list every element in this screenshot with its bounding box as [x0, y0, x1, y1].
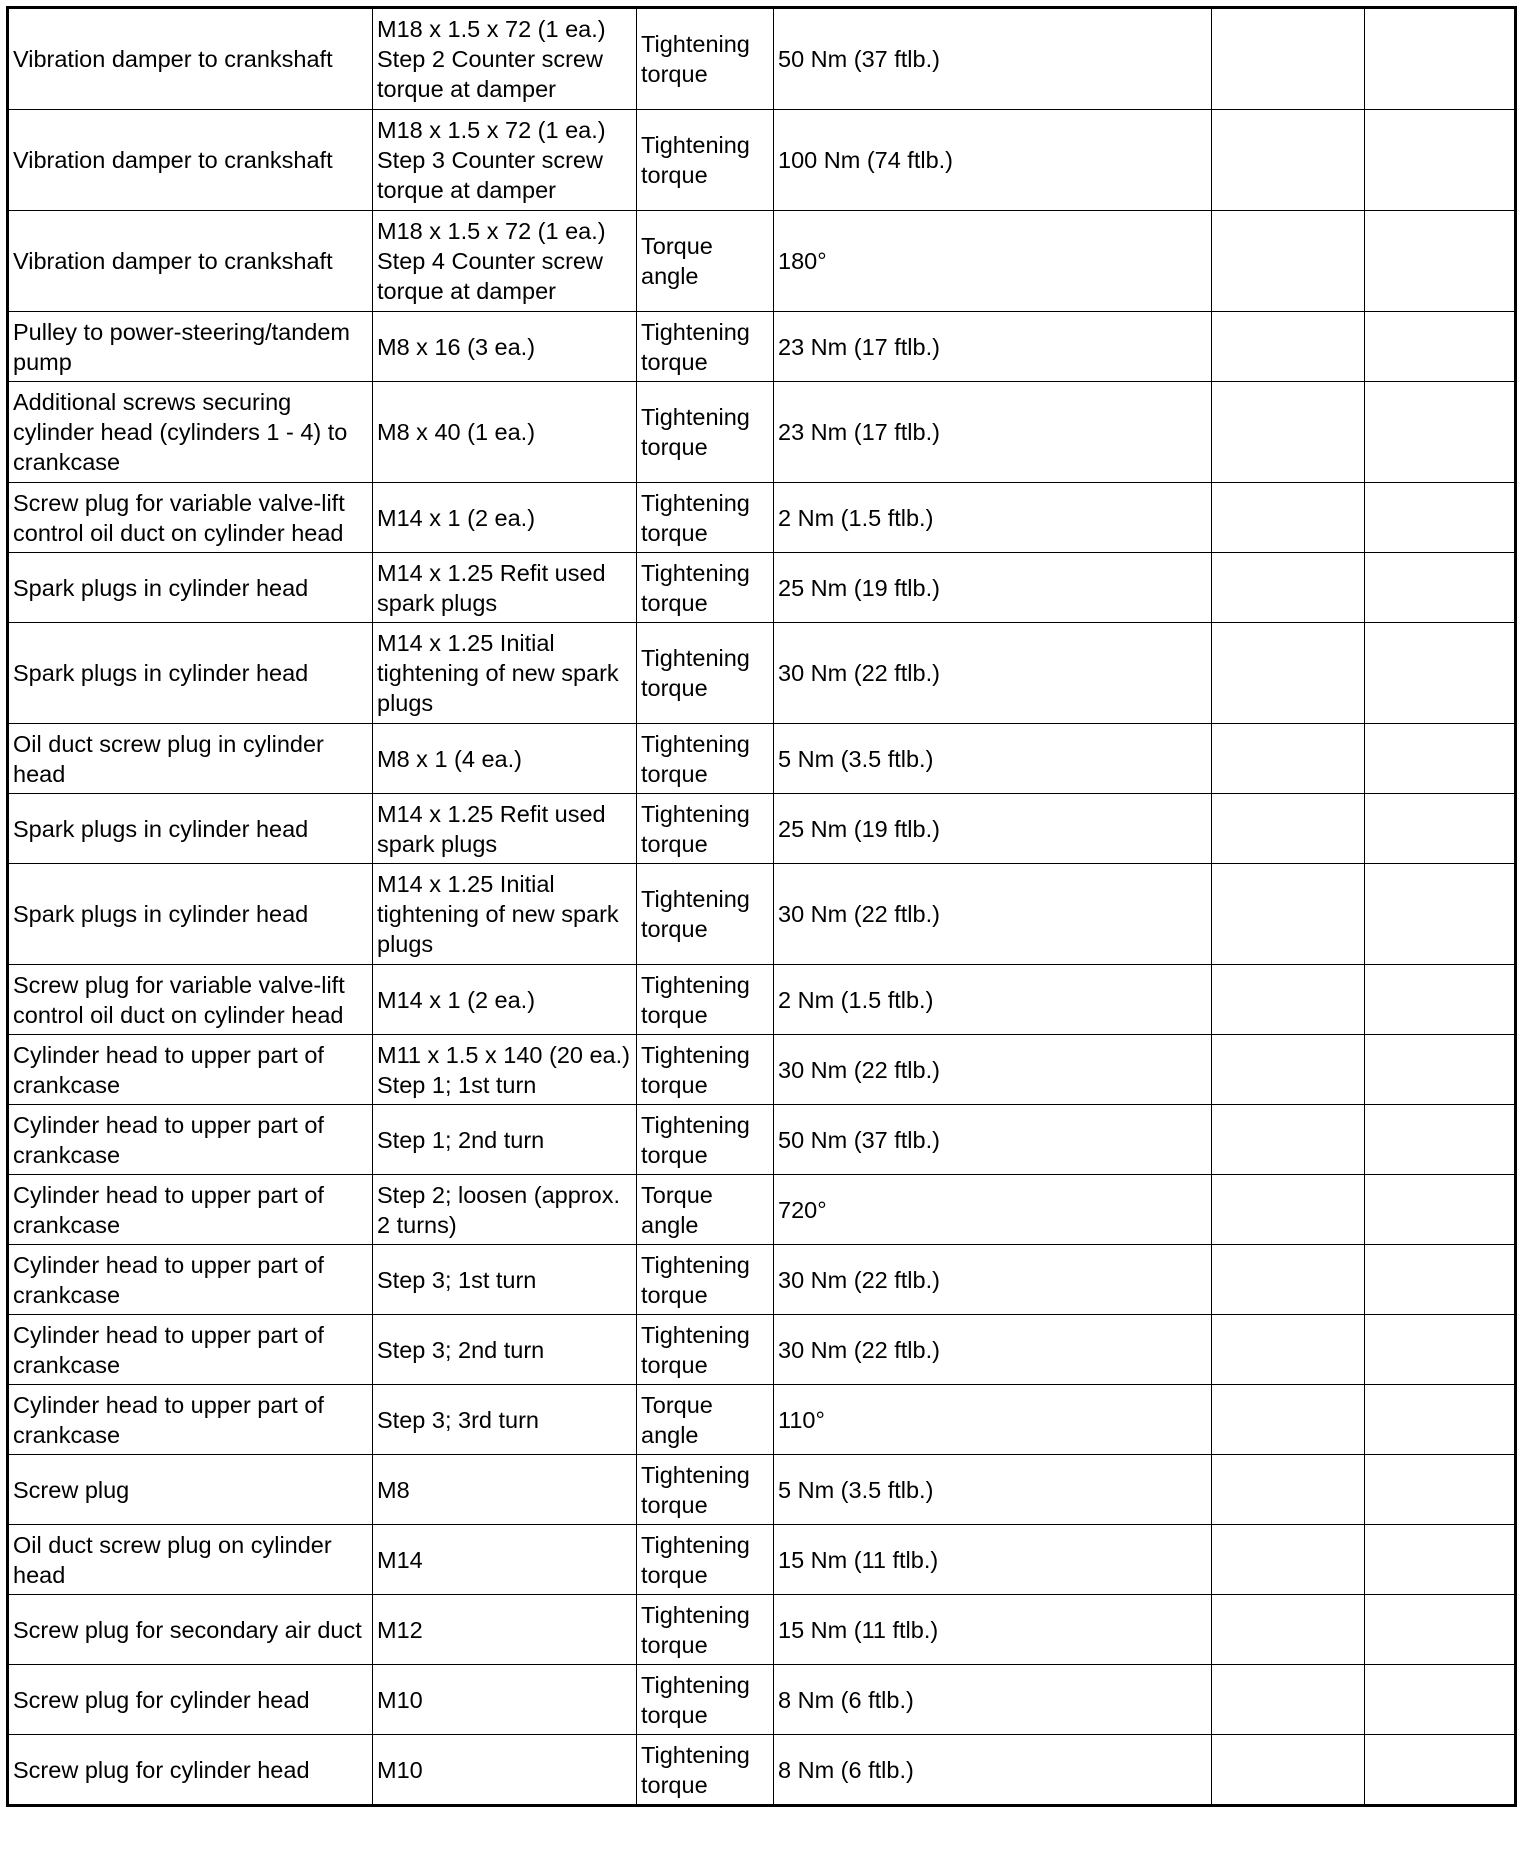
torque-value-cell: 30 Nm (22 ftlb.): [774, 1245, 1212, 1315]
blank-cell: [1365, 1385, 1516, 1455]
component-cell: Vibration damper to crankshaft: [8, 8, 373, 110]
component-cell: Spark plugs in cylinder head: [8, 553, 373, 623]
component-cell: Screw plug for secondary air duct: [8, 1595, 373, 1665]
torque-type-cell: Tightening torque: [637, 1665, 774, 1735]
torque-value-cell: 2 Nm (1.5 ftlb.): [774, 965, 1212, 1035]
torque-type-cell: Tightening torque: [637, 483, 774, 553]
torque-value-cell: 8 Nm (6 ftlb.): [774, 1735, 1212, 1806]
torque-type-cell: Torque angle: [637, 1385, 774, 1455]
blank-cell: [1365, 1175, 1516, 1245]
torque-type-cell: Tightening torque: [637, 623, 774, 724]
blank-cell: [1365, 1455, 1516, 1525]
torque-type-cell: Tightening torque: [637, 312, 774, 382]
table-row: [8, 623, 1516, 724]
torque-value-cell: 50 Nm (37 ftlb.): [774, 1105, 1212, 1175]
torque-value-cell: 23 Nm (17 ftlb.): [774, 382, 1212, 483]
blank-cell: [1365, 8, 1516, 110]
torque-type-cell: Torque angle: [637, 211, 774, 312]
table-row: [8, 8, 1516, 110]
blank-cell: [1365, 483, 1516, 553]
blank-cell: [1212, 794, 1365, 864]
torque-value-cell: 30 Nm (22 ftlb.): [774, 1035, 1212, 1105]
fastener-spec-cell: M18 x 1.5 x 72 (1 ea.) Step 4 Counter screw torque at damper: [373, 211, 637, 312]
blank-cell: [1365, 382, 1516, 483]
torque-type-cell: Tightening torque: [637, 1245, 774, 1315]
table-row: [8, 483, 1516, 553]
component-cell: Screw plug: [8, 1455, 373, 1525]
blank-cell: [1212, 724, 1365, 794]
blank-cell: [1212, 1525, 1365, 1595]
torque-type-cell: Tightening torque: [637, 724, 774, 794]
torque-value-cell: 30 Nm (22 ftlb.): [774, 623, 1212, 724]
fastener-spec-cell: M11 x 1.5 x 140 (20 ea.) Step 1; 1st turn: [373, 1035, 637, 1105]
torque-spec-table-body: [8, 8, 1516, 1806]
fastener-spec-cell: Step 3; 3rd turn: [373, 1385, 637, 1455]
torque-type-cell: Tightening torque: [637, 1455, 774, 1525]
blank-cell: [1212, 312, 1365, 382]
blank-cell: [1365, 1525, 1516, 1595]
torque-type-cell: Tightening torque: [637, 1315, 774, 1385]
torque-value-cell: 180°: [774, 211, 1212, 312]
blank-cell: [1365, 965, 1516, 1035]
blank-cell: [1212, 553, 1365, 623]
table-row: [8, 312, 1516, 382]
blank-cell: [1365, 553, 1516, 623]
blank-cell: [1212, 1245, 1365, 1315]
torque-value-cell: 100 Nm (74 ftlb.): [774, 110, 1212, 211]
fastener-spec-cell: M18 x 1.5 x 72 (1 ea.) Step 3 Counter screw torque at damper: [373, 110, 637, 211]
blank-cell: [1212, 1595, 1365, 1665]
blank-cell: [1365, 312, 1516, 382]
torque-type-cell: Tightening torque: [637, 965, 774, 1035]
torque-spec-table: [6, 6, 1517, 1807]
blank-cell: [1365, 1735, 1516, 1806]
fastener-spec-cell: M14 x 1 (2 ea.): [373, 483, 637, 553]
component-cell: Spark plugs in cylinder head: [8, 864, 373, 965]
fastener-spec-cell: M14 x 1.25 Refit used spark plugs: [373, 553, 637, 623]
component-cell: Additional screws securing cylinder head (cylinders 1 - 4) to crankcase: [8, 382, 373, 483]
table-row: [8, 1035, 1516, 1105]
fastener-spec-cell: M10: [373, 1735, 637, 1806]
torque-value-cell: 8 Nm (6 ftlb.): [774, 1665, 1212, 1735]
table-row: [8, 1105, 1516, 1175]
fastener-spec-cell: Step 1; 2nd turn: [373, 1105, 637, 1175]
torque-value-cell: 2 Nm (1.5 ftlb.): [774, 483, 1212, 553]
table-row: [8, 382, 1516, 483]
component-cell: Screw plug for variable valve-lift control oil duct on cylinder head: [8, 483, 373, 553]
torque-value-cell: 23 Nm (17 ftlb.): [774, 312, 1212, 382]
torque-value-cell: 50 Nm (37 ftlb.): [774, 8, 1212, 110]
blank-cell: [1365, 1105, 1516, 1175]
component-cell: Screw plug for cylinder head: [8, 1735, 373, 1806]
table-row: [8, 794, 1516, 864]
fastener-spec-cell: M10: [373, 1665, 637, 1735]
fastener-spec-cell: M14: [373, 1525, 637, 1595]
torque-type-cell: Tightening torque: [637, 1595, 774, 1665]
torque-type-cell: Tightening torque: [637, 864, 774, 965]
fastener-spec-cell: M8 x 40 (1 ea.): [373, 382, 637, 483]
torque-type-cell: Tightening torque: [637, 553, 774, 623]
blank-cell: [1212, 1315, 1365, 1385]
torque-value-cell: 25 Nm (19 ftlb.): [774, 794, 1212, 864]
table-row: [8, 1455, 1516, 1525]
fastener-spec-cell: Step 2; loosen (approx. 2 turns): [373, 1175, 637, 1245]
component-cell: Spark plugs in cylinder head: [8, 794, 373, 864]
table-row: [8, 1175, 1516, 1245]
fastener-spec-cell: M14 x 1.25 Initial tightening of new spark plugs: [373, 623, 637, 724]
blank-cell: [1212, 1455, 1365, 1525]
table-row: [8, 110, 1516, 211]
blank-cell: [1212, 211, 1365, 312]
blank-cell: [1365, 1665, 1516, 1735]
torque-value-cell: 30 Nm (22 ftlb.): [774, 1315, 1212, 1385]
table-row: [8, 1735, 1516, 1806]
table-row: [8, 1595, 1516, 1665]
torque-value-cell: 25 Nm (19 ftlb.): [774, 553, 1212, 623]
torque-type-cell: Tightening torque: [637, 8, 774, 110]
torque-type-cell: Tightening torque: [637, 1105, 774, 1175]
blank-cell: [1365, 1315, 1516, 1385]
table-row: [8, 1665, 1516, 1735]
table-row: [8, 965, 1516, 1035]
component-cell: Cylinder head to upper part of crankcase: [8, 1105, 373, 1175]
torque-value-cell: 5 Nm (3.5 ftlb.): [774, 724, 1212, 794]
fastener-spec-cell: M12: [373, 1595, 637, 1665]
blank-cell: [1212, 1665, 1365, 1735]
blank-cell: [1212, 1175, 1365, 1245]
table-row: [8, 1245, 1516, 1315]
component-cell: Screw plug for cylinder head: [8, 1665, 373, 1735]
blank-cell: [1212, 1735, 1365, 1806]
table-row: [8, 1525, 1516, 1595]
blank-cell: [1365, 110, 1516, 211]
blank-cell: [1212, 864, 1365, 965]
fastener-spec-cell: M8: [373, 1455, 637, 1525]
table-row: [8, 553, 1516, 623]
blank-cell: [1365, 623, 1516, 724]
fastener-spec-cell: Step 3; 1st turn: [373, 1245, 637, 1315]
blank-cell: [1212, 382, 1365, 483]
blank-cell: [1365, 864, 1516, 965]
blank-cell: [1365, 1595, 1516, 1665]
blank-cell: [1212, 483, 1365, 553]
fastener-spec-cell: Step 3; 2nd turn: [373, 1315, 637, 1385]
torque-type-cell: Tightening torque: [637, 1735, 774, 1806]
torque-value-cell: 15 Nm (11 ftlb.): [774, 1595, 1212, 1665]
blank-cell: [1212, 110, 1365, 211]
component-cell: Screw plug for variable valve-lift control oil duct on cylinder head: [8, 965, 373, 1035]
component-cell: Spark plugs in cylinder head: [8, 623, 373, 724]
blank-cell: [1212, 623, 1365, 724]
blank-cell: [1365, 794, 1516, 864]
component-cell: Oil duct screw plug on cylinder head: [8, 1525, 373, 1595]
torque-value-cell: 720°: [774, 1175, 1212, 1245]
blank-cell: [1365, 1035, 1516, 1105]
torque-type-cell: Tightening torque: [637, 382, 774, 483]
component-cell: Vibration damper to crankshaft: [8, 211, 373, 312]
torque-type-cell: Tightening torque: [637, 110, 774, 211]
torque-value-cell: 110°: [774, 1385, 1212, 1455]
component-cell: Oil duct screw plug in cylinder head: [8, 724, 373, 794]
torque-type-cell: Tightening torque: [637, 1525, 774, 1595]
torque-type-cell: Torque angle: [637, 1175, 774, 1245]
fastener-spec-cell: M8 x 1 (4 ea.): [373, 724, 637, 794]
blank-cell: [1212, 8, 1365, 110]
table-row: [8, 211, 1516, 312]
component-cell: Cylinder head to upper part of crankcase: [8, 1245, 373, 1315]
fastener-spec-cell: M14 x 1 (2 ea.): [373, 965, 637, 1035]
blank-cell: [1212, 1105, 1365, 1175]
blank-cell: [1365, 1245, 1516, 1315]
fastener-spec-cell: M18 x 1.5 x 72 (1 ea.) Step 2 Counter screw torque at damper: [373, 8, 637, 110]
torque-value-cell: 5 Nm (3.5 ftlb.): [774, 1455, 1212, 1525]
fastener-spec-cell: M14 x 1.25 Initial tightening of new spark plugs: [373, 864, 637, 965]
torque-type-cell: Tightening torque: [637, 794, 774, 864]
component-cell: Cylinder head to upper part of crankcase: [8, 1035, 373, 1105]
spec-sheet: [6, 6, 1517, 1807]
blank-cell: [1365, 724, 1516, 794]
component-cell: Cylinder head to upper part of crankcase: [8, 1175, 373, 1245]
table-row: [8, 724, 1516, 794]
component-cell: Pulley to power-steering/tandem pump: [8, 312, 373, 382]
component-cell: Cylinder head to upper part of crankcase: [8, 1315, 373, 1385]
fastener-spec-cell: M14 x 1.25 Refit used spark plugs: [373, 794, 637, 864]
table-row: [8, 1315, 1516, 1385]
blank-cell: [1212, 1385, 1365, 1455]
table-row: [8, 1385, 1516, 1455]
table-row: [8, 864, 1516, 965]
component-cell: Cylinder head to upper part of crankcase: [8, 1385, 373, 1455]
fastener-spec-cell: M8 x 16 (3 ea.): [373, 312, 637, 382]
blank-cell: [1212, 965, 1365, 1035]
torque-value-cell: 30 Nm (22 ftlb.): [774, 864, 1212, 965]
component-cell: Vibration damper to crankshaft: [8, 110, 373, 211]
torque-value-cell: 15 Nm (11 ftlb.): [774, 1525, 1212, 1595]
blank-cell: [1212, 1035, 1365, 1105]
torque-type-cell: Tightening torque: [637, 1035, 774, 1105]
blank-cell: [1365, 211, 1516, 312]
